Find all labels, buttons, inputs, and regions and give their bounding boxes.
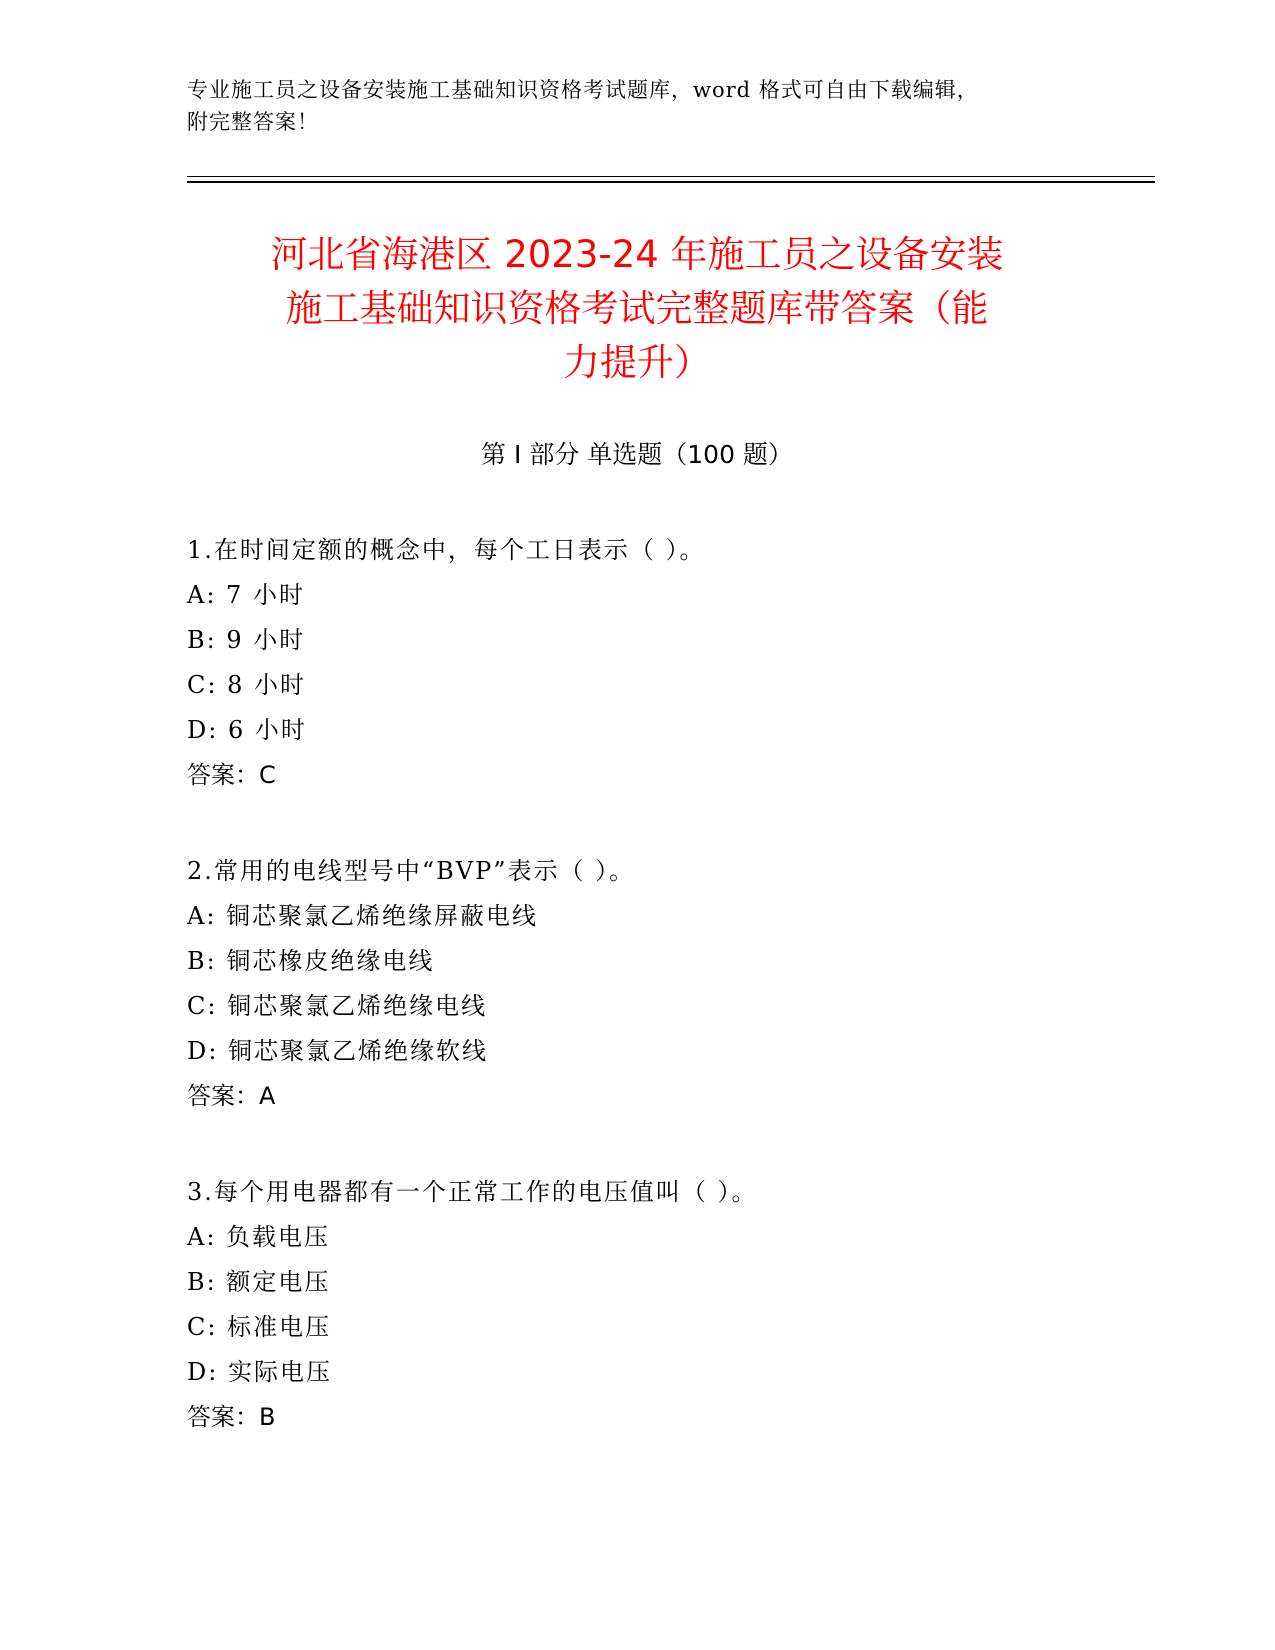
answer-key: 答案：B: [187, 1403, 276, 1431]
header-note-line-2: 附完整答案！: [187, 110, 319, 134]
document-title-line-2: 施工基础知识资格考试完整题库带答案（能: [285, 287, 989, 330]
header-note-line-1: 专业施工员之设备安装施工基础知识资格考试题库，word 格式可自由下载编辑，: [187, 78, 979, 102]
header-note: [187, 74, 1067, 138]
option-a: A: 负载电压: [187, 1223, 331, 1251]
question-stem: 2.常用的电线型号中“BVP”表示（ ）。: [187, 857, 636, 885]
option-c: C: 铜芯聚氯乙烯绝缘电线: [187, 992, 488, 1020]
option-b: B: 铜芯橡皮绝缘电线: [187, 947, 435, 975]
header-divider-thick: [187, 181, 1155, 183]
answer-key: 答案：A: [187, 1082, 276, 1110]
option-c: C: 标准电压: [187, 1313, 332, 1341]
option-a: A: 铜芯聚氯乙烯绝缘屏蔽电线: [187, 902, 539, 930]
header-divider-thin: [187, 176, 1155, 177]
answer-key: 答案：C: [187, 761, 276, 789]
option-c: C: 8 小时: [187, 671, 306, 699]
document-title: [187, 228, 1087, 390]
option-a: A: 7 小时: [187, 581, 305, 609]
question-2: [187, 849, 1087, 1119]
question-3: [187, 1170, 1087, 1440]
question-stem: 3.每个用电器都有一个正常工作的电压值叫（ ）。: [187, 1178, 758, 1206]
section-heading: 第 I 部分 单选题（100 题）: [481, 440, 793, 469]
option-d: D: 实际电压: [187, 1358, 332, 1386]
question-stem: 1.在时间定额的概念中，每个工日表示（ ）。: [187, 536, 706, 564]
option-d: D: 铜芯聚氯乙烯绝缘软线: [187, 1037, 488, 1065]
document-title-line-3: 力提升）: [563, 341, 711, 384]
option-b: B: 9 小时: [187, 626, 306, 654]
option-d: D: 6 小时: [187, 716, 307, 744]
question-1: [187, 528, 1087, 798]
question-list: [187, 528, 1087, 1491]
document-title-line-1: 河北省海港区 2023-24 年施工员之设备安装: [270, 233, 1004, 276]
option-b: B: 额定电压: [187, 1268, 331, 1296]
